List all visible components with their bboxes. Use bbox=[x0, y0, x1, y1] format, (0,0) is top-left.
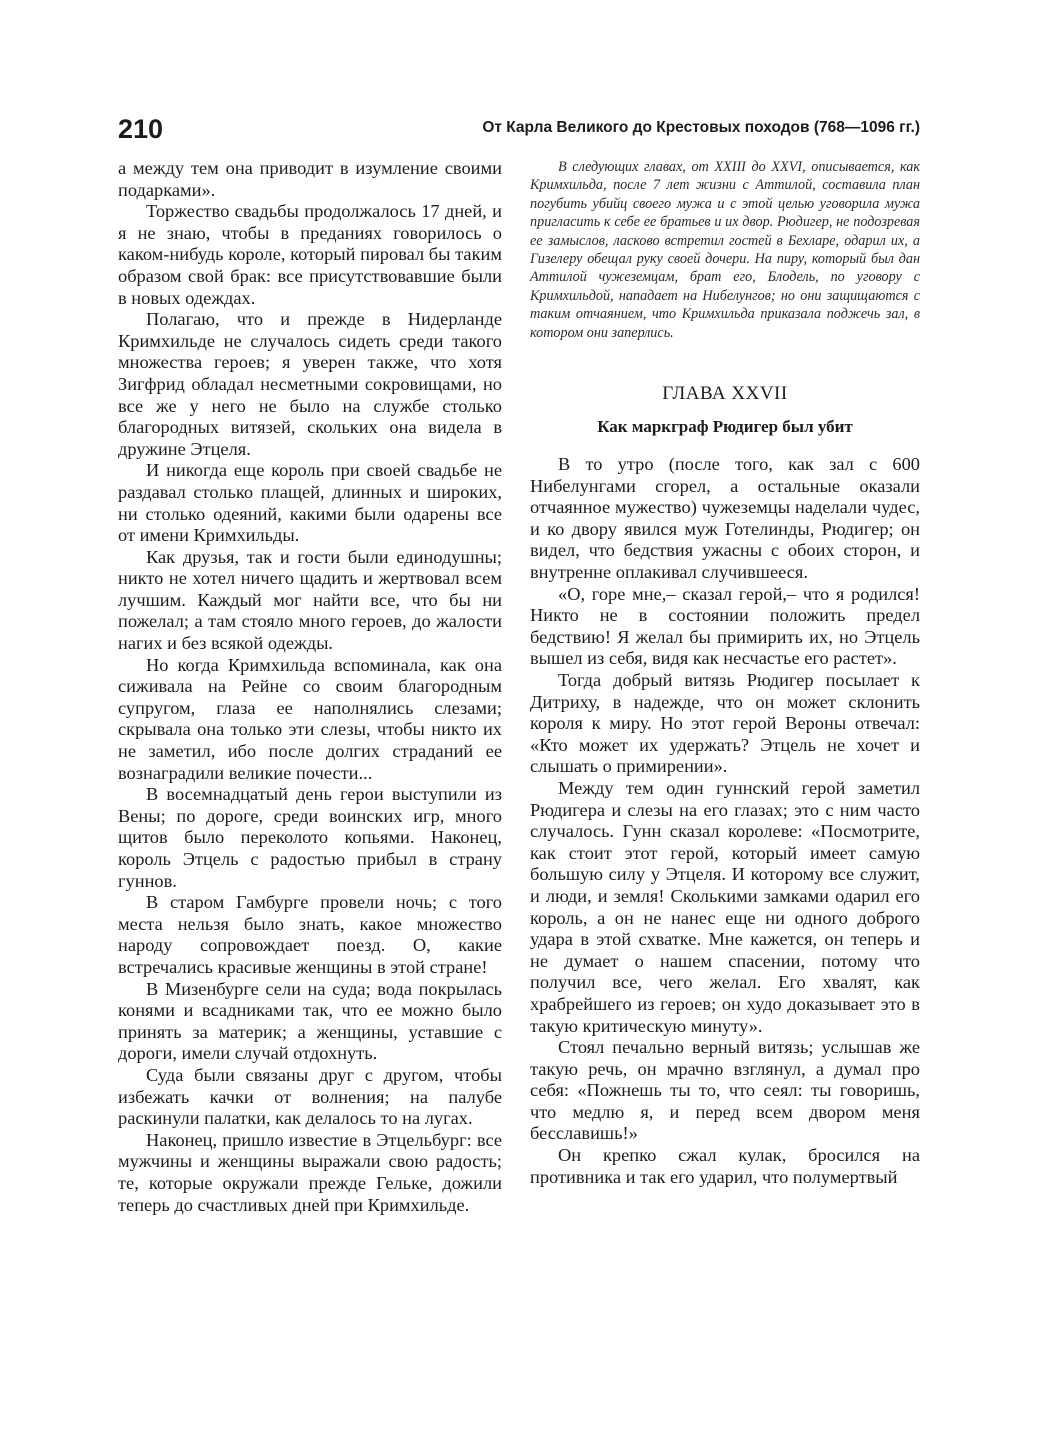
paragraph: Как друзья, так и гости были единодушны; никто не хотел ничего щадить и жертвовал всем лучшим. Каждый мог найти все, что бы ни пожелал; а там стояло много героев, до жалости нагих и без всякой одежды. bbox=[118, 546, 502, 654]
summary-text: В следующих главах, от XXIII до XXVI, описывается, как Кримхильда, после 7 лет жизни с Аттилой, составила план погубить убийц своего мужа и с этой целью уговорила мужа пригласить к себе ее братьев и их двор. Рюдигер, не подозревая ее замыслов, ласково встретил гостей в Бехларе, одарил их, а Гизелеру обещал руку своей дочери. На пиру, который был дан Аттилой чужеземцам, брат его, Блодель, по уговору с Кримхильдой, нападает на Нибелунгов; но они защищаются с таким отчаянием, что Кримхильда приказала поджечь зал, в котором они заперлись. bbox=[530, 159, 920, 341]
running-title: От Карла Великого до Крестовых походов (768—1096 гг.) bbox=[482, 119, 920, 136]
chapter-title: Как маркграф Рюдигер был убит bbox=[597, 417, 853, 437]
page-header bbox=[118, 112, 920, 146]
paragraph: Полагаю, что и прежде в Нидерланде Кримхильде не случалось сидеть среди такого множества героев; я уверен также, что хотя Зигфрид обладал несметными сокровищами, но все же у него не было на службе столько благородных витязей, скольких она видела в дружине Этцеля. bbox=[118, 309, 502, 459]
paragraph: Тогда добрый витязь Рюдигер посылает к Дитриху, в надежде, что он может склонить короля к миру. Но этот герой Вероны отвечал: «Кто может их удержать? Этцель не хочет и слышать о примирении». bbox=[530, 670, 920, 777]
paragraph: Наконец, пришло известие в Этцельбург: все мужчины и женщины выражали свою радость; те, которые окружали прежде Гельке, дожили теперь до счастливых дней при Кримхильде. bbox=[118, 1129, 502, 1215]
paragraph: В старом Гамбурге провели ночь; с того места нельзя было знать, какое множество народу сопровождает поезд. О, какие встречались красивые женщины в этой стране! bbox=[118, 892, 502, 977]
paragraph: В то утро (после того, как зал с 600 Нибелунгами сгорел, а остальные оказали отчаянное мужество) чужеземцы наделали чудес, и ко двору явился муж Готелинды, Рюдигер; он видел, что бедствия ужасны с обоих сторон, и внутренне оплакивал случившееся. bbox=[530, 454, 920, 583]
paragraph: Суда были связаны друг с другом, чтобы избежать качки от волнения; на палубе раскинули палатки, как делалось то на лугах. bbox=[118, 1064, 502, 1129]
paragraph: И никогда еще король при своей свадьбе не раздавал столько плащей, длинных и широких, ни столько одеяний, какими были одарены все от имени Кримхильды. bbox=[118, 460, 502, 546]
right-column bbox=[530, 158, 920, 1188]
paragraph: Стоял печально верный витязь; услышав же такую речь, он мрачно взглянул, а думал про себя: «Пожнешь ты то, что сеял: ты говоришь, что медлю я, и перед всем двором меня бесславишь!» bbox=[530, 1037, 920, 1144]
paragraph: а между тем она приводит в изумление своими подарками». bbox=[118, 158, 502, 200]
page-number: 210 bbox=[118, 114, 164, 144]
paragraph: Торжество свадьбы продолжалось 17 дней, и я не знаю, чтобы в преданиях говорилось о каком-нибудь короле, который пировал бы таким образом свой брак: все присутствовавшие были в новых одеждах. bbox=[118, 201, 502, 308]
paragraph: Но когда Кримхильда вспоминала, как она сиживала на Рейне со своим благородным супругом, глаза ее наполнялись слезами; скрывала она только эти слезы, чтобы никто их не заметил, ибо после долгих страданий ее вознаградили великие почести... bbox=[118, 654, 502, 783]
paragraph: Он крепко сжал кулак, бросился на противника и так его ударил, что полумертвый bbox=[530, 1145, 920, 1187]
paragraph: В Мизенбурге сели на суда; вода покрылась конями и всадниками так, что ее можно было принять за материк; а женщины, уставшие с дороги, имели случай отдохнуть. bbox=[118, 978, 502, 1064]
paragraph: «О, горе мне,– сказал герой,– что я родился! Никто не в состоянии положить предел бедствию! Я желал бы примирить их, но Этцель вышел из себя, видя как несчастье его растет». bbox=[530, 583, 920, 669]
paragraph: В восемнадцатый день герои выступили из Вены; по дороге, среди воинских игр, много щитов было переколото копьями. Наконец, король Этцель с радостью прибыл в страну гуннов. bbox=[118, 784, 502, 891]
paragraph: Между тем один гуннский герой заметил Рюдигера и слезы на его глазах; это с ним часто случалось. Гунн сказал королеве: «Посмотрите, как стоит этот герой, который имеет самую большую силу у Этцеля. И которому все служит, и люди, и земля! Сколькими замками одарил его король, а он не нанес еще ни одного доброго удара в этой схватке. Мне кажется, он теперь и не думает о нашем спасении, потому что получил все, чего желал. Его хвалят, как храбрейшего из героев; он худо доказывает это в такую критическую минуту». bbox=[530, 777, 920, 1036]
chapter-summary bbox=[530, 158, 920, 342]
left-column bbox=[118, 158, 502, 1216]
chapter-heading: ГЛАВА XXVII bbox=[662, 383, 788, 405]
